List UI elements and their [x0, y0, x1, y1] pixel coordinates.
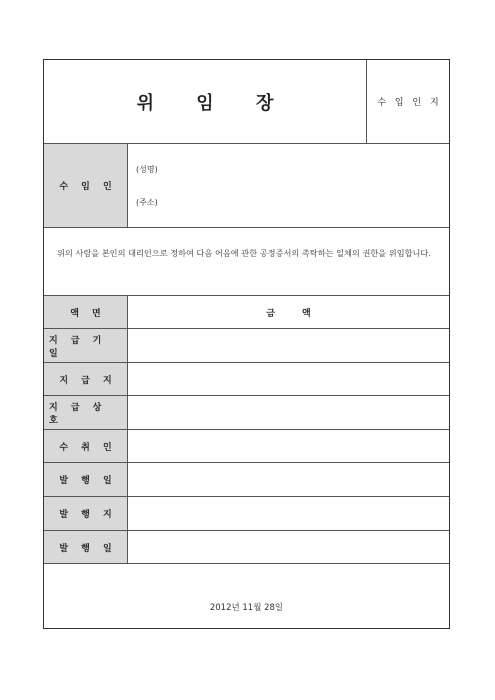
receiver-address-label: (주소) — [136, 198, 158, 207]
payment-place-row — [44, 363, 449, 396]
footer-row — [44, 564, 449, 628]
payment-company-value — [128, 396, 449, 429]
issue-date-label: 발 행 일 — [44, 463, 128, 496]
issue-date-2-value — [128, 531, 449, 563]
issue-date-2-row — [44, 531, 449, 564]
recipient-label: 수 취 인 — [44, 430, 128, 462]
issue-place-row — [44, 497, 449, 531]
payment-place-label: 지 급 지 — [44, 363, 128, 395]
issue-date-row — [44, 463, 449, 497]
payment-company-label: 지 급 상 호 — [44, 396, 128, 429]
payment-place-value — [128, 363, 449, 395]
payment-date-value — [128, 329, 449, 362]
amount-value: 금 액 — [266, 308, 323, 319]
power-of-attorney-document — [43, 59, 450, 629]
revenue-stamp-box: 수 입 인 지 — [377, 98, 442, 108]
payment-company-row — [44, 396, 449, 430]
statement-row — [44, 228, 449, 296]
receiver-label: 수 임 인 — [44, 144, 128, 227]
issue-place-label: 발 행 지 — [44, 497, 128, 530]
amount-label: 액 면 — [44, 296, 128, 328]
statement-text: 위의 사람을 본인의 대리인으로 정하여 다음 어음에 관한 공정증서의 촉탁하는 일체의 권한을 위임합니다. — [57, 248, 431, 258]
document-date: 2012년 11월 28일 — [209, 603, 284, 613]
recipient-value — [128, 430, 449, 462]
payment-date-label: 지 급 기 일 — [44, 329, 128, 362]
document-title: 위 임 장 — [44, 60, 367, 143]
title-row — [44, 60, 449, 144]
receiver-value — [128, 144, 449, 227]
issue-place-value — [128, 497, 449, 530]
receiver-name-label: (성명) — [136, 165, 158, 174]
payment-date-row — [44, 329, 449, 363]
amount-row — [44, 296, 449, 329]
issue-date-value — [128, 463, 449, 496]
recipient-row — [44, 430, 449, 463]
receiver-row — [44, 144, 449, 228]
issue-date-2-label: 발 행 일 — [44, 531, 128, 563]
